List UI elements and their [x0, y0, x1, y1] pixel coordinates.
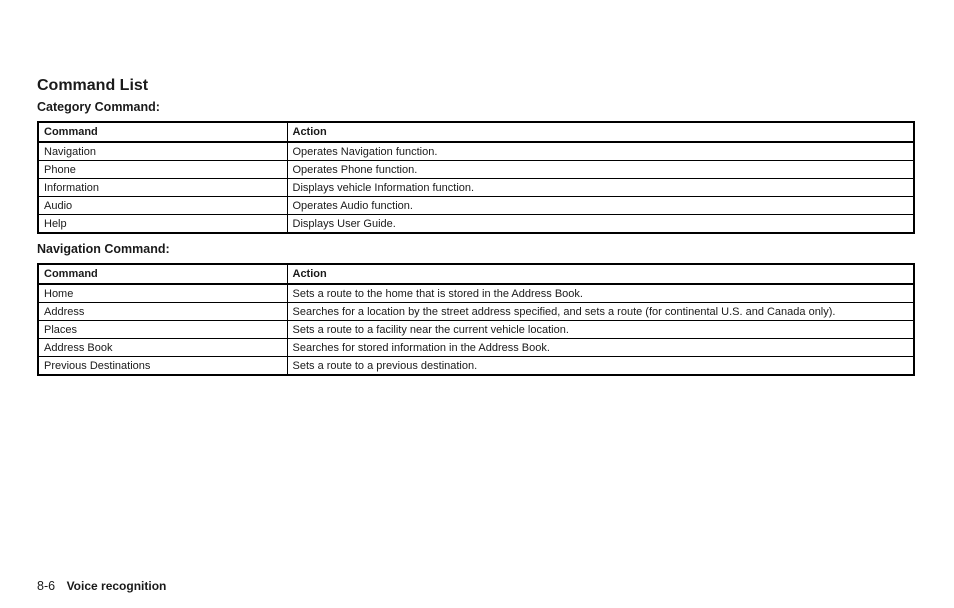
action-cell: Displays User Guide.	[287, 215, 914, 234]
table-row	[38, 197, 914, 215]
table-row	[38, 179, 914, 197]
command-cell: Help	[38, 215, 287, 234]
column-header-action: Action	[287, 122, 914, 142]
action-cell: Sets a route to a previous destination.	[287, 357, 914, 376]
table-row	[38, 339, 914, 357]
table-header-row	[38, 264, 914, 284]
column-header-command: Command	[38, 264, 287, 284]
action-cell: Operates Navigation function.	[287, 142, 914, 161]
command-cell: Address	[38, 303, 287, 321]
table-row	[38, 303, 914, 321]
action-cell: Searches for a location by the street address specified, and sets a route (for continental U.S. and Canada only).	[287, 303, 914, 321]
page-title: Command List	[37, 77, 149, 94]
page-footer	[37, 578, 166, 594]
command-cell: Address Book	[38, 339, 287, 357]
action-cell: Operates Phone function.	[287, 161, 914, 179]
table-row	[38, 161, 914, 179]
table-header-row	[38, 122, 914, 142]
column-header-action: Action	[287, 264, 914, 284]
action-cell: Sets a route to the home that is stored in the Address Book.	[287, 284, 914, 303]
navigation-command-table	[37, 263, 915, 376]
action-cell: Searches for stored information in the Address Book.	[287, 339, 914, 357]
command-cell: Places	[38, 321, 287, 339]
table-row	[38, 215, 914, 234]
footer-section-name: Voice recognition	[66, 579, 167, 593]
table-row	[38, 284, 914, 303]
action-cell: Operates Audio function.	[287, 197, 914, 215]
category-command-table	[37, 121, 915, 234]
command-cell: Information	[38, 179, 287, 197]
category-command-heading: Category Command:	[37, 100, 160, 114]
command-cell: Home	[38, 284, 287, 303]
action-cell: Displays vehicle Information function.	[287, 179, 914, 197]
action-cell: Sets a route to a facility near the current vehicle location.	[287, 321, 914, 339]
page-number: 8-6	[37, 579, 56, 593]
navigation-command-heading: Navigation Command:	[37, 242, 170, 256]
table-row	[38, 357, 914, 376]
command-cell: Previous Destinations	[38, 357, 287, 376]
command-cell: Navigation	[38, 142, 287, 161]
column-header-command: Command	[38, 122, 287, 142]
command-cell: Phone	[38, 161, 287, 179]
command-cell: Audio	[38, 197, 287, 215]
table-row	[38, 142, 914, 161]
table-row	[38, 321, 914, 339]
